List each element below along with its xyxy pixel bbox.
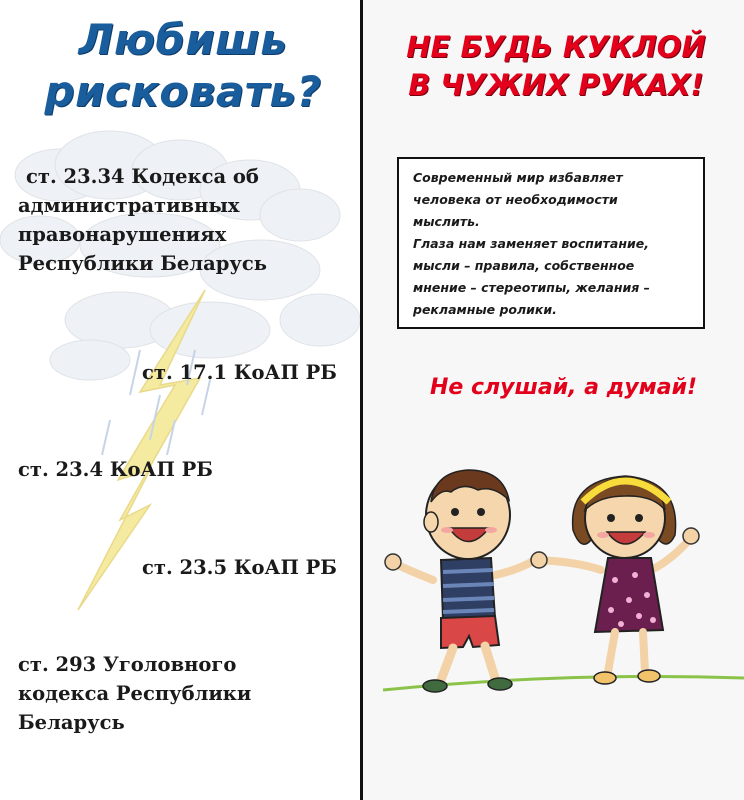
right-title bbox=[382, 28, 730, 104]
article-23-4 bbox=[18, 455, 258, 484]
children-illustration bbox=[363, 440, 744, 720]
article-line: ст. 23.5 КоАП РБ bbox=[142, 556, 337, 579]
article-line: ст. 293 Уголовного bbox=[18, 653, 237, 676]
article-293 bbox=[18, 650, 318, 737]
quote-line: мнение – стереотипы, желания – bbox=[413, 280, 650, 295]
article-line: правонарушениях bbox=[18, 223, 227, 246]
article-line: Республики Беларусь bbox=[18, 252, 267, 275]
quote-line: рекламные ролики. bbox=[413, 302, 557, 317]
left-panel bbox=[0, 0, 360, 800]
quote-line: мыслить. bbox=[413, 214, 480, 229]
article-17-1 bbox=[142, 358, 362, 387]
girl-icon bbox=[531, 476, 699, 684]
boy-icon bbox=[385, 470, 535, 692]
article-23-5 bbox=[142, 553, 362, 582]
article-line: Беларусь bbox=[18, 711, 125, 734]
right-title-line: НЕ БУДЬ КУКЛОЙ bbox=[406, 30, 706, 64]
right-title-line: В ЧУЖИХ РУКАХ! bbox=[408, 68, 704, 102]
quote-line: Глаза нам заменяет воспитание, bbox=[413, 236, 649, 251]
slogan: Не слушай, а думай! bbox=[430, 375, 698, 400]
article-line: ст. 23.4 КоАП РБ bbox=[18, 458, 213, 481]
quote-line: человека от необходимости bbox=[413, 192, 618, 207]
article-line: административных bbox=[18, 194, 240, 217]
article-line: ст. 17.1 КоАП РБ bbox=[142, 361, 337, 384]
quote-box bbox=[397, 157, 705, 329]
quote-line: мысли – правила, собственное bbox=[413, 258, 635, 273]
quote-line: Современный мир избавляет bbox=[413, 170, 623, 185]
article-line: кодекса Республики bbox=[18, 682, 252, 705]
page-title: Любишь рисковать? bbox=[44, 15, 322, 116]
article-line: ст. 23.34 Кодекса об bbox=[26, 165, 259, 188]
article-23-34 bbox=[18, 162, 318, 278]
